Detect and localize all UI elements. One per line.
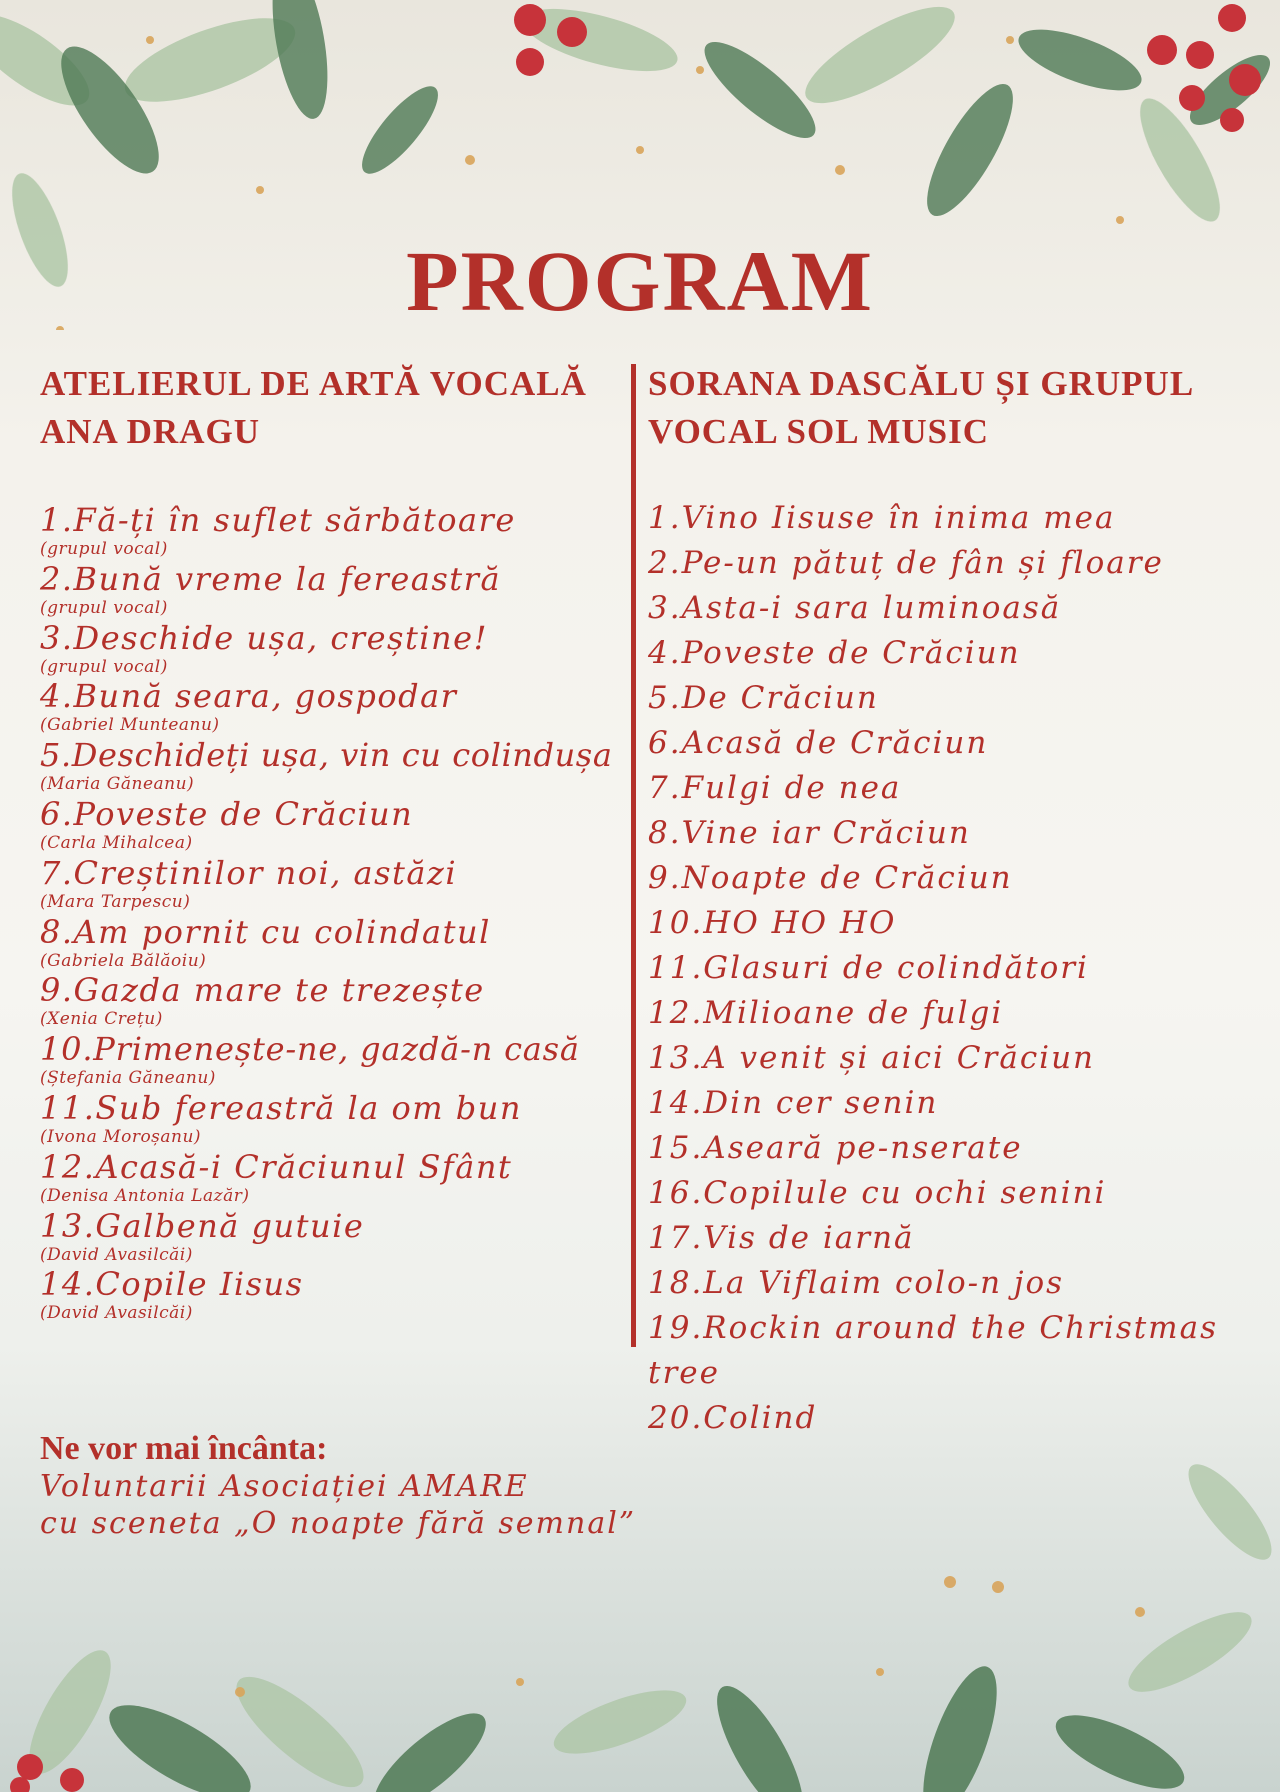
right-heading-line1: SORANA DASCĂLU ȘI GRUPUL <box>648 364 1195 403</box>
song-title: 5.Deschideți ușa, vin cu colindușa <box>40 736 613 775</box>
list-item: 3.Asta-i sara luminoasă <box>648 590 1062 626</box>
list-item: 5.De Crăciun <box>648 680 879 716</box>
song-title: 3.Deschide ușa, creștine! <box>40 618 488 657</box>
list-item: 9.Noapte de Crăciun <box>648 860 1013 896</box>
song-title: 13.Galbenă gutuie <box>40 1206 365 1245</box>
performer: (David Avasilcăi) <box>40 1244 193 1265</box>
list-item <box>40 796 630 855</box>
page-title: PROGRAM <box>406 233 874 329</box>
song-title: 9.Gazda mare te trezește <box>40 971 485 1010</box>
performer: (Mara Tarpescu) <box>40 891 191 912</box>
left-song-list <box>40 502 630 1325</box>
performer: (David Avasilcăi) <box>40 1303 193 1324</box>
song-title: 12.Acasă-i Crăciunul Sfânt <box>40 1147 513 1186</box>
song-title: 7.Creștinilor noi, astăzi <box>40 853 458 892</box>
list-item <box>40 1149 630 1208</box>
list-item: 19.Rockin around the Christmas tree <box>648 1310 1218 1391</box>
also-performing-section <box>40 1430 740 1542</box>
list-item: 7.Fulgi de nea <box>648 770 902 806</box>
left-column <box>40 360 630 1325</box>
list-item: 4.Poveste de Crăciun <box>648 635 1021 671</box>
performer: (Denisa Antonia Lazăr) <box>40 1185 250 1206</box>
list-item <box>40 1208 630 1267</box>
list-item <box>40 914 630 973</box>
song-title: 8.Am pornit cu colindatul <box>40 912 491 951</box>
performer: (grupul vocal) <box>40 539 168 559</box>
performer: (Ivona Moroșanu) <box>40 1126 202 1147</box>
list-item <box>40 972 630 1031</box>
list-item <box>40 678 630 737</box>
right-column <box>648 360 1248 1441</box>
list-item: 2.Pe-un pătuț de fân și floare <box>648 545 1164 581</box>
song-title: 4.Bună seara, gospodar <box>40 677 458 716</box>
song-title: 2.Bună vreme la fereastră <box>40 559 502 598</box>
song-title: 10.Primenește-ne, gazdă-n casă <box>40 1030 580 1069</box>
list-item <box>40 1090 630 1149</box>
performer: (grupul vocal) <box>40 597 168 618</box>
performer: (Carla Mihalcea) <box>40 832 193 853</box>
also-performing-line2: cu sceneta „O noapte fără semnal” <box>40 1506 637 1541</box>
list-item: 18.La Viflaim colo-n jos <box>648 1265 1065 1301</box>
list-item: 13.A venit și aici Crăciun <box>648 1040 1096 1076</box>
performer: (Gabriel Munteanu) <box>40 715 220 736</box>
also-performing-line1: Voluntarii Asociației AMARE <box>40 1469 529 1504</box>
right-heading-line2: VOCAL SOL MUSIC <box>648 412 990 451</box>
list-item <box>40 502 630 561</box>
song-title: 14.Copile Iisus <box>40 1265 304 1304</box>
list-item: 6.Acasă de Crăciun <box>648 725 989 761</box>
list-item: 10.HO HO HO <box>648 905 897 941</box>
right-song-list <box>648 496 1248 1441</box>
left-heading-line1: ATELIERUL DE ARTĂ VOCALĂ <box>40 364 587 403</box>
list-item <box>40 561 630 620</box>
song-title: 11.Sub fereastră la om bun <box>40 1088 522 1127</box>
performer: (Ștefania Găneanu) <box>40 1068 216 1089</box>
list-item: 20.Colind <box>648 1400 818 1436</box>
list-item: 12.Milioane de fulgi <box>648 995 1004 1031</box>
performer: (Gabriela Bălăoiu) <box>40 950 207 971</box>
list-item: 11.Glasuri de colindători <box>648 950 1089 986</box>
list-item: 14.Din cer senin <box>648 1085 939 1121</box>
list-item <box>40 1266 630 1325</box>
list-item <box>40 1031 630 1090</box>
performer: (Maria Găneanu) <box>40 774 195 795</box>
right-heading <box>648 360 1248 456</box>
song-title: 6.Poveste de Crăciun <box>40 794 414 833</box>
list-item: 8.Vine iar Crăciun <box>648 815 971 851</box>
left-heading-line2: ANA DRAGU <box>40 412 260 451</box>
song-title: 1.Fă-ți în suflet sărbătoare <box>40 501 516 539</box>
list-item: 1.Vino Iisuse în inima mea <box>648 500 1116 536</box>
list-item <box>40 737 630 796</box>
list-item: 15.Aseară pe-nserate <box>648 1130 1023 1166</box>
column-divider <box>631 364 636 1347</box>
list-item: 16.Copilule cu ochi senini <box>648 1175 1107 1211</box>
list-item <box>40 620 630 679</box>
performer: (grupul vocal) <box>40 656 168 677</box>
performer: (Xenia Crețu) <box>40 1009 163 1030</box>
list-item: 17.Vis de iarnă <box>648 1220 915 1256</box>
left-heading <box>40 360 630 456</box>
also-performing-heading: Ne vor mai încânta: <box>40 1430 328 1467</box>
list-item <box>40 855 630 914</box>
